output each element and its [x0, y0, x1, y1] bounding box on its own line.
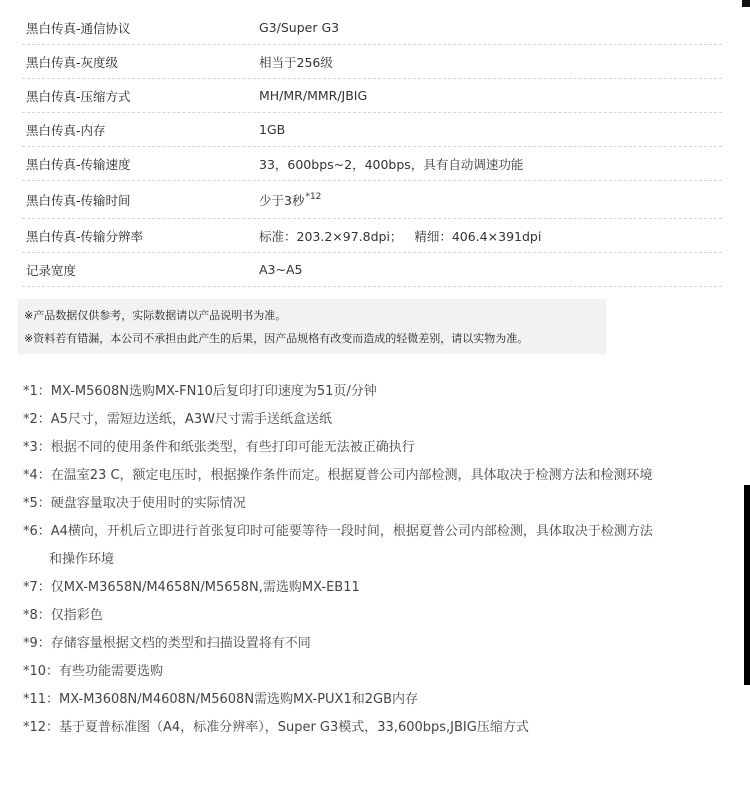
spec-value: MH/MR/MMR/JBIG [259, 88, 368, 103]
spec-value: A3~A5 [259, 262, 303, 277]
spec-row [22, 253, 722, 287]
spec-label: 记录宽度 [26, 262, 77, 278]
spec-value: 1GB [259, 122, 286, 137]
spec-row [22, 219, 722, 253]
spec-value: 相当于256级 [259, 54, 333, 70]
spec-value: G3/Super G3 [259, 20, 340, 35]
footnote: *12：基于夏普标准图（A4，标准分辨率），Super G3模式，33,600bps,JBIG压缩方式 [23, 720, 529, 735]
spec-value: 33，600bps~2，400bps，具有自动调速功能 [259, 156, 524, 172]
spec-value-text: 少于3秒 [259, 192, 305, 208]
footnote: *10：有些功能需要选购 [23, 664, 164, 679]
footnote-continuation: 和操作环境 [49, 552, 115, 567]
spec-row [22, 147, 722, 181]
spec-value: 标准：203.2×97.8dpi； 精细：406.4×391dpi [259, 228, 542, 244]
footnote: *8：仅指彩色 [23, 608, 103, 623]
footnotes [23, 378, 723, 742]
spec-table [22, 11, 722, 287]
spec-label: 黑白传真-灰度级 [26, 54, 119, 70]
disclaimer-box [18, 299, 606, 354]
spec-row [22, 45, 722, 79]
disclaimer-line: ※资料若有错漏，本公司不承担由此产生的后果，因产品规格有改变而造成的轻微差别，请以实物为准。 [24, 332, 529, 345]
footnote: *6：A4横向，开机后立即进行首张复印时可能要等待一段时间，根据夏普公司内部检测，具体取决于检测方法 [23, 524, 653, 539]
footnote: *7：仅MX-M3658N/M4658N/M5658N,需选购MX-EB11 [23, 580, 360, 595]
spec-row [22, 79, 722, 113]
footnote: *2：A5尺寸，需短边送纸，A3W尺寸需手送纸盒送纸 [23, 412, 332, 427]
spec-value [259, 191, 722, 209]
spec-label: 黑白传真-传输分辨率 [26, 228, 144, 244]
spec-row [22, 181, 722, 219]
footnote: *3：根据不同的使用条件和纸张类型，有些打印可能无法被正确执行 [23, 440, 415, 455]
spec-label: 黑白传真-压缩方式 [26, 88, 131, 104]
disclaimer-line: ※产品数据仅供参考，实际数据请以产品说明书为准。 [24, 309, 287, 322]
footnote-ref: *12 [305, 192, 322, 203]
footnote: *5：硬盘容量取决于使用时的实际情况 [23, 496, 246, 511]
spec-label: 黑白传真-传输速度 [26, 156, 131, 172]
spec-row [22, 11, 722, 45]
spec-label: 黑白传真-内存 [26, 122, 106, 138]
spec-row [22, 113, 722, 147]
spec-label: 黑白传真-通信协议 [26, 20, 131, 36]
footnote: *1：MX-M5608N选购MX-FN10后复印打印速度为51页/分钟 [23, 384, 377, 399]
footnote: *4：在温室23 C，额定电压时，根据操作条件而定。根据夏普公司内部检测，具体取决于检测方法和检测环境 [23, 468, 653, 483]
edge-mark-top [742, 0, 750, 7]
footnote: *11：MX-M3608N/M4608N/M5608N需选购MX-PUX1和2GB内存 [23, 692, 419, 707]
footnote: *9：存储容量根据文档的类型和扫描设置将有不同 [23, 636, 311, 651]
edge-mark-right [744, 485, 750, 685]
spec-label: 黑白传真-传输时间 [26, 192, 131, 208]
